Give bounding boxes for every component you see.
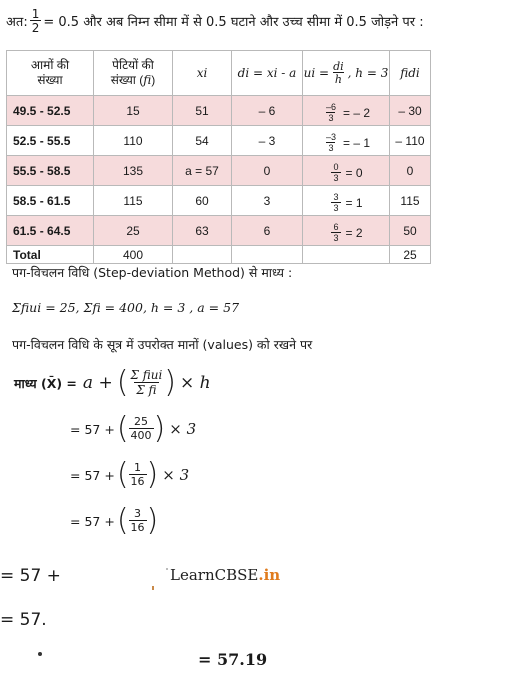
step-1: = 57 + ( $\frac{25}{400}$ ) × 3: [70, 411, 197, 446]
frequency-table: [6, 50, 431, 264]
step-2: = 57 + ( $\frac{1}{16}$ ) × 3: [70, 457, 190, 492]
header-box-count: पेटियों की संख्या (fi): [94, 51, 173, 96]
table-total-row: Total 400 25: [7, 246, 431, 264]
speck: [166, 568, 168, 570]
summation-values: Σfiui = 25, Σfi = 400, h = 3 , a = 57: [12, 300, 240, 315]
table-header-row: [7, 51, 431, 96]
partial-line-b: = 57.: [0, 610, 47, 630]
header-mango-count: आमों की संख्या: [7, 51, 94, 96]
step-3: = 57 + ( $\frac{3}{16}$ ): [70, 503, 159, 538]
watermark-logo: LearnCBSE.in: [170, 566, 281, 584]
header-di: di = xi - a: [232, 51, 303, 96]
formula-intro: पग-विचलन विधि के सूत्र में उपरोक्त मानों (values) को रखने पर: [12, 337, 313, 352]
stray-dot: [38, 652, 42, 656]
mean-formula: माध्य (X̄) = a + ( $\frac{\text{Σ fiui}}{\text{Σ fi}}$ ) × h: [14, 365, 211, 400]
final-result: = 57.19: [198, 650, 268, 669]
mean-label: माध्य (X̄) =: [14, 375, 77, 391]
header-ui: ui = $\frac{di}{h}$ , h = 3: [303, 51, 390, 96]
method-heading: पग-विचलन विधि (Step-deviation Method) से माध्य :: [12, 265, 293, 280]
partial-line-a: = 57 +: [0, 566, 61, 586]
table-row: 52.5 - 55.5 110 54 – 3 $\frac{-3}{3}$ = – 1 – 110: [7, 126, 431, 156]
half-fraction: $\frac{1}{2}$: [31, 7, 40, 35]
table-row: 49.5 - 52.5 15 51 – 6 $\frac{-6}{3}$ = – 2 – 30: [7, 96, 431, 126]
table-row: 55.5 - 58.5 135 a = 57 0 $\frac{0}{3}$ = 0 0: [7, 156, 431, 186]
intro-text: = 0.5 और अब निम्न सीमा में से 0.5 घटाने और उच्च सीमा में 0.5 जोड़ने पर :: [43, 15, 424, 30]
header-xi: xi: [173, 51, 232, 96]
intro-line: [6, 8, 424, 34]
header-fidi: fidi: [390, 51, 431, 96]
intro-prefix: अत:: [6, 15, 28, 30]
table-row: 61.5 - 64.5 25 63 6 $\frac{6}{3}$ = 2 50: [7, 216, 431, 246]
table-row: 58.5 - 61.5 115 60 3 $\frac{3}{3}$ = 1 115: [7, 186, 431, 216]
watermark-tick: [152, 586, 154, 590]
